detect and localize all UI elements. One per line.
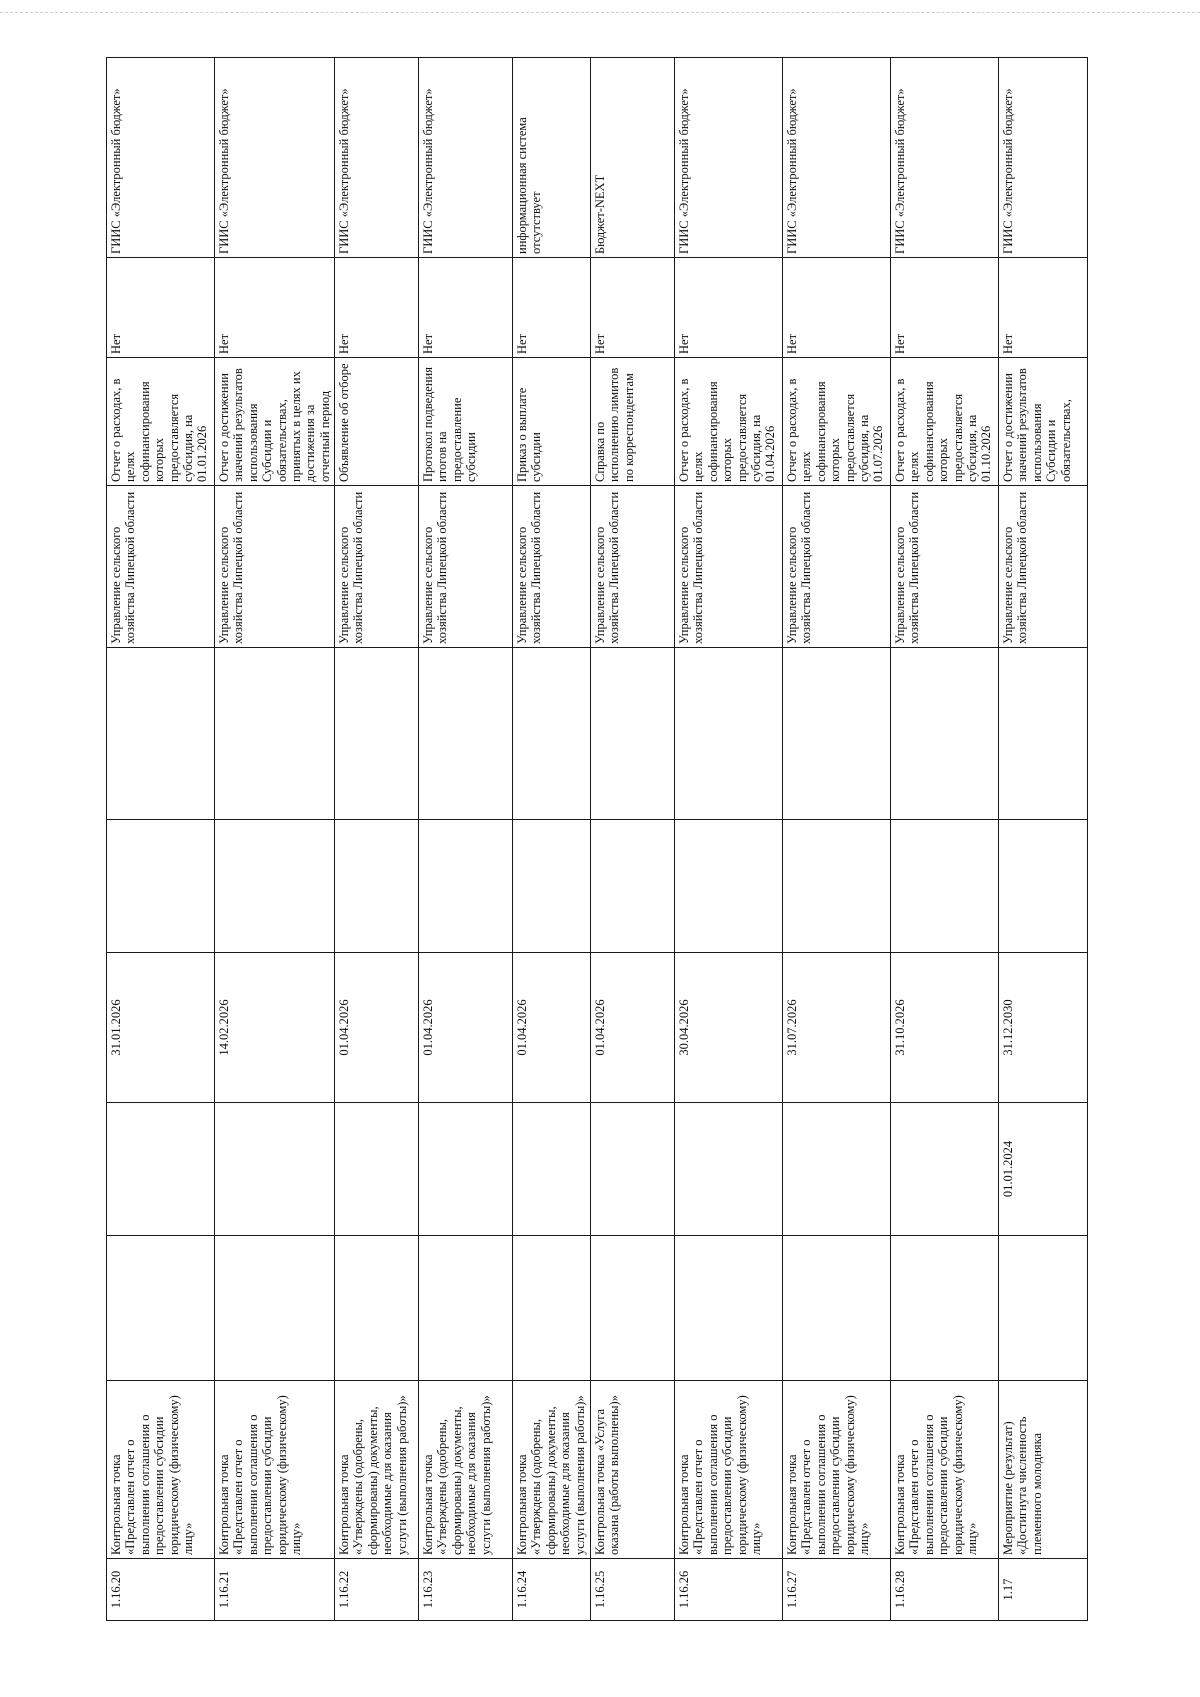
row-document: Отчет о достижении значений результатов использования Субсидии и обязательствах, принятых в целях их достижения за отчетный период	[215, 358, 335, 486]
row-empty-col-6	[591, 820, 675, 953]
rotated-content	[106, 58, 1073, 1621]
row-number: 1.16.27	[783, 1559, 891, 1621]
row-system: ГИИС «Электронный бюджет»	[675, 58, 783, 258]
row-name: Контрольная точка «Представлен отчет о выполнении соглашения о предоставлении субсидии юридическому (физическому) лицу»	[107, 1381, 215, 1559]
row-date-end: 01.04.2026	[419, 953, 513, 1103]
row-system: ГИИС «Электронный бюджет»	[335, 58, 419, 258]
table-row	[215, 58, 335, 1621]
row-name: Контрольная точка «Представлен отчет о выполнении соглашения о предоставлении субсидии юридическому (физическому) лицу»	[891, 1381, 999, 1559]
row-document: Справка по исполнению лимитов по корреспондентам	[591, 358, 675, 486]
row-empty-col-6	[675, 820, 783, 953]
row-name: Контрольная точка «Утверждены (одобрены, сформированы) документы, необходимые для оказания услуги (выполнения работы)»	[513, 1381, 591, 1559]
row-date-end: 30.04.2026	[675, 953, 783, 1103]
row-empty-col-3	[513, 1236, 591, 1381]
row-empty-col-7	[335, 648, 419, 820]
row-document: Объявление об отборе	[335, 358, 419, 486]
row-empty-col-3	[107, 1236, 215, 1381]
row-system: информационная система отсутствует	[513, 58, 591, 258]
row-empty-col-7	[419, 648, 513, 820]
row-empty-col-7	[783, 648, 891, 820]
row-flag: Нет	[335, 258, 419, 358]
row-document: Отчет о расходах, в целях софинансирования которых предоставляется субсидия, на 01.07.2026	[783, 358, 891, 486]
row-flag: Нет	[513, 258, 591, 358]
row-date-start	[513, 1103, 591, 1236]
row-document: Протокол подведения итогов на предоставление субсидии	[419, 358, 513, 486]
row-empty-col-3	[335, 1236, 419, 1381]
row-flag: Нет	[999, 258, 1088, 358]
row-flag: Нет	[107, 258, 215, 358]
row-date-start	[675, 1103, 783, 1236]
row-responsible: Управление сельского хозяйства Липецкой области	[675, 486, 783, 648]
row-flag: Нет	[419, 258, 513, 358]
row-date-end: 31.07.2026	[783, 953, 891, 1103]
row-responsible: Управление сельского хозяйства Липецкой области	[335, 486, 419, 648]
row-name: Контрольная точка «Представлен отчет о выполнении соглашения о предоставлении субсидии юридическому (физическому) лицу»	[215, 1381, 335, 1559]
row-system: ГИИС «Электронный бюджет»	[419, 58, 513, 258]
row-number: 1.16.24	[513, 1559, 591, 1621]
row-empty-col-6	[215, 820, 335, 953]
table-row	[513, 58, 591, 1621]
table-row	[335, 58, 419, 1621]
table-row	[675, 58, 783, 1621]
row-empty-col-3	[999, 1236, 1088, 1381]
row-responsible: Управление сельского хозяйства Липецкой области	[107, 486, 215, 648]
row-number: 1.16.26	[675, 1559, 783, 1621]
row-date-end: 14.02.2026	[215, 953, 335, 1103]
row-responsible: Управление сельского хозяйства Липецкой области	[513, 486, 591, 648]
row-system: ГИИС «Электронный бюджет»	[999, 58, 1088, 258]
row-empty-col-7	[891, 648, 999, 820]
row-empty-col-6	[513, 820, 591, 953]
row-responsible: Управление сельского хозяйства Липецкой области	[591, 486, 675, 648]
row-responsible: Управление сельского хозяйства Липецкой области	[783, 486, 891, 648]
row-document: Отчет о расходах, в целях софинансирования которых предоставляется субсидия, на 01.04.2026	[675, 358, 783, 486]
table-row	[591, 58, 675, 1621]
row-empty-col-6	[419, 820, 513, 953]
row-date-start	[215, 1103, 335, 1236]
row-empty-col-7	[591, 648, 675, 820]
row-date-start	[783, 1103, 891, 1236]
row-number: 1.16.21	[215, 1559, 335, 1621]
row-name: Контрольная точка «Утверждены (одобрены, сформированы) документы, необходимые для оказания услуги (выполнения работы)»	[419, 1381, 513, 1559]
row-empty-col-3	[891, 1236, 999, 1381]
row-responsible: Управление сельского хозяйства Липецкой области	[215, 486, 335, 648]
row-date-end: 31.01.2026	[107, 953, 215, 1103]
row-number: 1.16.22	[335, 1559, 419, 1621]
row-empty-col-6	[335, 820, 419, 953]
row-flag: Нет	[675, 258, 783, 358]
row-empty-col-3	[591, 1236, 675, 1381]
row-empty-col-3	[675, 1236, 783, 1381]
table-row	[783, 58, 891, 1621]
table-row	[107, 58, 215, 1621]
row-name: Контрольная точка «Утверждены (одобрены, сформированы) документы, необходимые для оказания услуги (выполнения работы)»	[335, 1381, 419, 1559]
table-row	[419, 58, 513, 1621]
row-name: Контрольная точка «Услуга оказана (работы выполнены)»	[591, 1381, 675, 1559]
row-date-end: 01.04.2026	[335, 953, 419, 1103]
row-document: Отчет о расходах, в целях софинансирования которых предоставляется субсидия, на 01.01.2026	[107, 358, 215, 486]
row-system: ГИИС «Электронный бюджет»	[107, 58, 215, 258]
row-number: 1.16.23	[419, 1559, 513, 1621]
row-empty-col-6	[891, 820, 999, 953]
row-date-start	[891, 1103, 999, 1236]
row-name: Мероприятие (результат) «Достигнута численность племенного молодняка	[999, 1381, 1088, 1559]
row-empty-col-6	[107, 820, 215, 953]
plan-table	[106, 57, 1088, 1621]
row-flag: Нет	[891, 258, 999, 358]
row-system: ГИИС «Электронный бюджет»	[783, 58, 891, 258]
row-date-start	[107, 1103, 215, 1236]
row-responsible: Управление сельского хозяйства Липецкой области	[419, 486, 513, 648]
row-system: ГИИС «Электронный бюджет»	[215, 58, 335, 258]
row-date-start: 01.01.2024	[999, 1103, 1088, 1236]
row-name: Контрольная точка «Представлен отчет о выполнении соглашения о предоставлении субсидии юридическому (физическому) лицу»	[675, 1381, 783, 1559]
row-flag: Нет	[215, 258, 335, 358]
row-empty-col-3	[215, 1236, 335, 1381]
row-empty-col-7	[999, 648, 1088, 820]
row-date-start	[335, 1103, 419, 1236]
row-date-start	[591, 1103, 675, 1236]
row-flag: Нет	[783, 258, 891, 358]
row-date-end: 01.04.2026	[513, 953, 591, 1103]
row-flag: Нет	[591, 258, 675, 358]
table-row	[999, 58, 1088, 1621]
row-document: Отчет о достижении значений результатов использования Субсидии и обязательствах,	[999, 358, 1088, 486]
row-empty-col-6	[999, 820, 1088, 953]
row-number: 1.16.25	[591, 1559, 675, 1621]
row-empty-col-7	[513, 648, 591, 820]
row-number: 1.16.28	[891, 1559, 999, 1621]
rotated-page	[106, 58, 1073, 1621]
row-date-end: 01.04.2026	[591, 953, 675, 1103]
row-responsible: Управление сельского хозяйства Липецкой области	[999, 486, 1088, 648]
row-document: Отчет о расходах, в целях софинансирования которых предоставляется субсидия, на 01.10.2026	[891, 358, 999, 486]
page-edge	[0, 12, 1200, 13]
row-number: 1.16.20	[107, 1559, 215, 1621]
row-empty-col-7	[107, 648, 215, 820]
table-row	[891, 58, 999, 1621]
row-number: 1.17	[999, 1559, 1088, 1621]
row-date-start	[419, 1103, 513, 1236]
row-empty-col-6	[783, 820, 891, 953]
row-empty-col-3	[783, 1236, 891, 1381]
row-empty-col-7	[675, 648, 783, 820]
row-document: Приказ о выплате субсидии	[513, 358, 591, 486]
row-system: Бюджет-NEXT	[591, 58, 675, 258]
row-empty-col-3	[419, 1236, 513, 1381]
row-date-end: 31.10.2026	[891, 953, 999, 1103]
row-responsible: Управление сельского хозяйства Липецкой области	[891, 486, 999, 648]
row-name: Контрольная точка «Представлен отчет о выполнении соглашения о предоставлении субсидии юридическому (физическому) лицу»	[783, 1381, 891, 1559]
row-system: ГИИС «Электронный бюджет»	[891, 58, 999, 258]
row-empty-col-7	[215, 648, 335, 820]
row-date-end: 31.12.2030	[999, 953, 1088, 1103]
